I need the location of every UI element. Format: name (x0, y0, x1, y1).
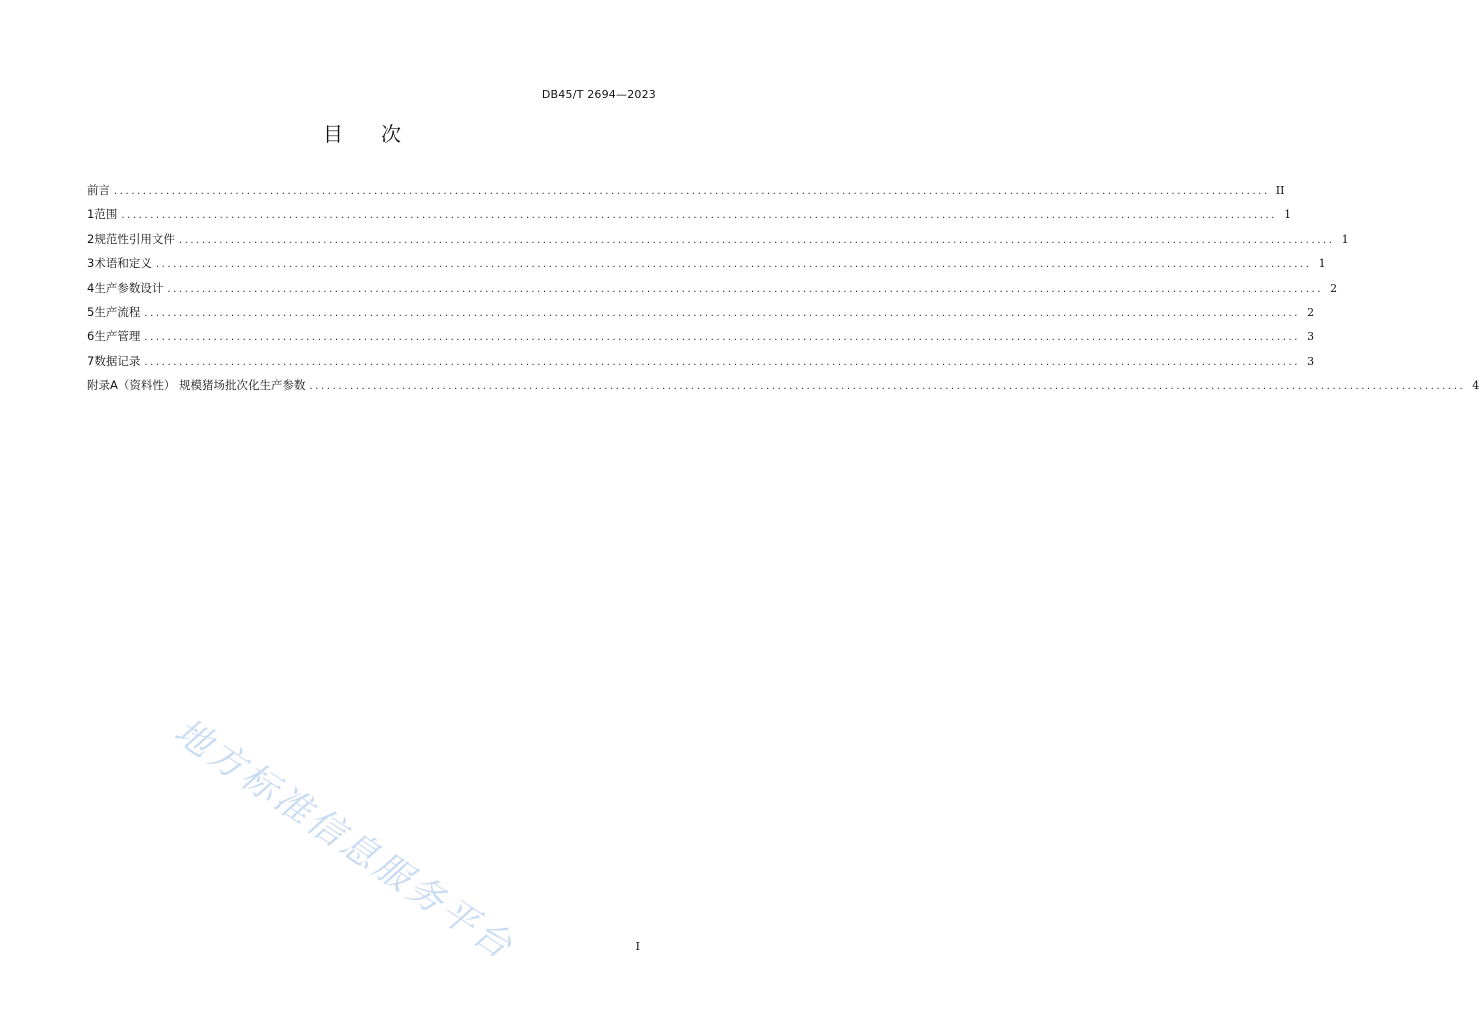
toc-entry-number: 7 (87, 353, 95, 368)
toc-entry-label: 附录A（资料性） 规模猪场批次化生产参数 (87, 378, 306, 393)
toc-entry-page: II (1275, 184, 1285, 197)
title-char-2: 次 (381, 122, 401, 146)
table-of-contents (87, 182, 1479, 402)
toc-entry-page: 1 (1341, 232, 1349, 246)
toc-entry-label: 前言 (87, 183, 110, 197)
title-char-1: 目 (323, 122, 343, 146)
toc-entry-number: 1 (87, 207, 95, 222)
toc-entry-production-parameters[interactable] (87, 280, 1338, 304)
toc-leader-dots: ........................................................................................................................................................................................................ (155, 259, 1312, 271)
toc-entry-label: 范围 (94, 207, 118, 222)
toc-entry-page: 3 (1307, 330, 1315, 344)
toc-entry-data-records[interactable] (87, 353, 1315, 377)
toc-entry-label: 生产流程 (94, 304, 141, 319)
toc-leader-dots: ........................................................................................................................................................................................................ (144, 332, 1301, 344)
toc-entry-label: 术语和定义 (94, 256, 152, 271)
toc-entry-terms-definitions[interactable] (87, 255, 1326, 279)
toc-entry-scope[interactable] (87, 206, 1292, 230)
toc-entry-label: 生产管理 (94, 329, 141, 344)
toc-leader-dots: ........................................................................................................................................................................................................ (114, 186, 1270, 197)
toc-entry-number: 4 (87, 280, 95, 295)
toc-leader-dots: ........................................................................................................................................................................................................ (144, 356, 1301, 368)
toc-entry-number: 5 (87, 304, 95, 319)
page-number: I (635, 940, 640, 953)
toc-entry-number: 6 (87, 329, 95, 344)
toc-entry-page: 1 (1284, 208, 1292, 222)
toc-entry-appendix-a[interactable] (87, 377, 1479, 401)
document-code: DB45/T 2694—2023 (541, 88, 656, 101)
watermark: 地方标准信息服务平台 (166, 710, 522, 969)
page-title (0, 118, 724, 147)
toc-entry-number: 3 (87, 256, 95, 271)
toc-entry-page: 2 (1330, 281, 1338, 295)
toc-leader-dots: ........................................................................................................................................................................................................ (167, 283, 1324, 295)
toc-entry-page: 2 (1307, 305, 1315, 319)
toc-leader-dots: ........................................................................................................................................................................................................ (309, 381, 1466, 393)
toc-entry-production-process[interactable] (87, 304, 1315, 328)
toc-entry-production-management[interactable] (87, 328, 1315, 352)
toc-entry-foreword[interactable] (87, 182, 1285, 206)
toc-entry-page: 1 (1318, 257, 1326, 271)
toc-entry-label: 生产参数设计 (94, 280, 164, 295)
toc-leader-dots: ........................................................................................................................................................................................................ (144, 307, 1301, 319)
toc-leader-dots: ........................................................................................................................................................................................................ (178, 234, 1335, 246)
toc-entry-page: 3 (1307, 354, 1315, 368)
toc-entry-label: 规范性引用文件 (94, 231, 175, 246)
toc-entry-normative-references[interactable] (87, 231, 1349, 255)
toc-leader-dots: ........................................................................................................................................................................................................ (121, 210, 1278, 222)
toc-entry-number: 2 (87, 231, 95, 246)
toc-entry-label: 数据记录 (94, 353, 141, 368)
toc-entry-page: 4 (1472, 379, 1479, 393)
